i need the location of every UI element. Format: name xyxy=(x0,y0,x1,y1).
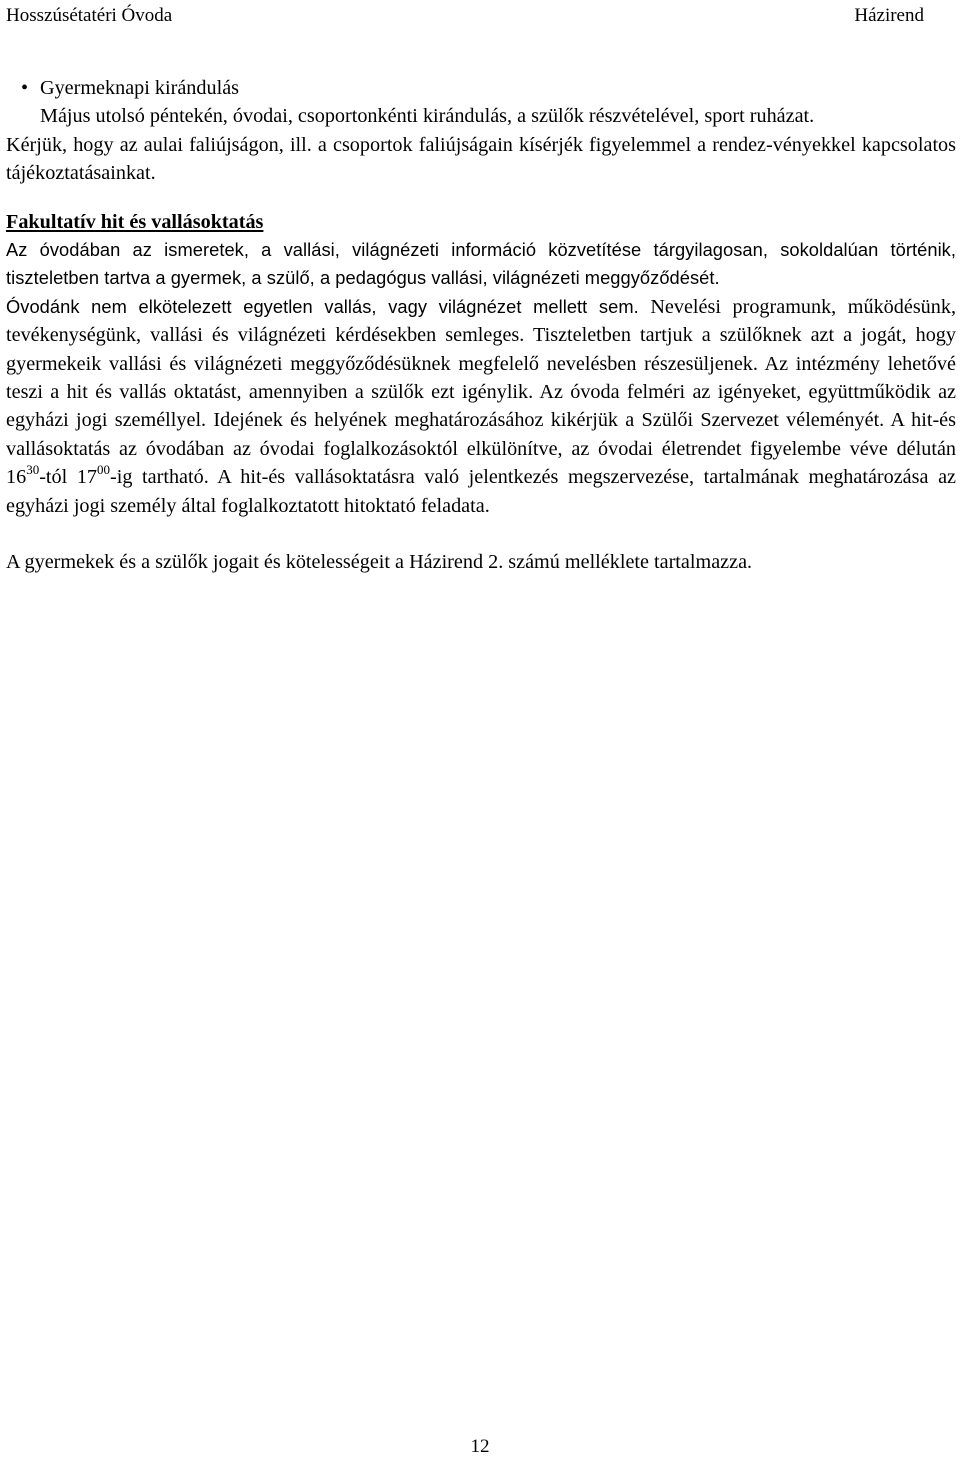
page-number: 12 xyxy=(470,1436,490,1457)
time-end-superscript: 00 xyxy=(97,462,111,478)
closing-paragraph: A gyermekek és a szülők jogait és kötelességeit a Házirend 2. számú melléklete tartalmazza. xyxy=(6,551,753,574)
section-body-lead: Óvodánk nem elkötelezett egyetlen vallás, vagy világnézet mellett sem. xyxy=(6,295,639,317)
header-left-text: Hosszúsétatéri Óvoda xyxy=(6,5,173,26)
bullet-title: Gyermeknapi kirándulás xyxy=(40,77,240,99)
bullet-content xyxy=(40,74,956,131)
section-body-paragraph xyxy=(6,293,956,520)
document-body xyxy=(6,74,956,577)
header-right-text: Házirend xyxy=(854,5,924,26)
bullet-icon: • xyxy=(21,77,29,99)
bullet-text: Május utolsó péntekén, óvodai, csoportonkénti kirándulás, a szülők részvételével, sport ruházat. xyxy=(40,105,815,128)
section-body-text-3: -ig tartható. A hit-és vallásoktatásra való jelentkezés megszervezése, tartalmának meghatározása az egyházi jogi személy által foglalkoztatott hitoktató feladata. xyxy=(6,466,956,517)
section-body-text-2: -tól 17 xyxy=(39,466,98,489)
notice-paragraph: Kérjük, hogy az aulai faliújságon, ill. a csoportok faliújságain kísérjék figyelemmel a rendez-vényekkel kapcsolatos tájékoztatásainkat. xyxy=(6,133,956,185)
bullet-list-item xyxy=(6,74,956,131)
page-header xyxy=(6,4,924,28)
section-intro-paragraph: Az óvodában az ismeretek, a vallási, világnézeti információ közvetítése tárgyilagosan, sokoldalúan történik, tiszteletben tartva a gyermek, a szülő, a pedagógus vallási, világnézeti meggyőződését. xyxy=(6,239,956,289)
time-start-superscript: 30 xyxy=(26,462,40,478)
section-heading: Fakultatív hit és vallásoktatás xyxy=(6,210,264,233)
section-body-text-1: Nevelési programunk, működésünk, tevékenységünk, vallási és világnézeti kérdésekben semleges. Tiszteletben tartjuk a szülőknek azt a jogát, hogy gyermekeik vallási és világnézeti meggyőződésüknek megfelelő nevelésben részesüljenek. Az intézmény lehetővé teszi a hit és vallás oktatást, amennyiben a szülők ezt igénylik. Az óvoda felméri az igényeket, együttműködik az egyházi jogi személlyel. Idejének és helyének meghatározásához kikérjük a Szülői Szervezet véleményét. A hit-és vallásoktatás az óvodában az óvodai foglalkozásoktól elkülönítve, az óvodai életrendet figyelembe véve délután 16 xyxy=(6,295,957,489)
